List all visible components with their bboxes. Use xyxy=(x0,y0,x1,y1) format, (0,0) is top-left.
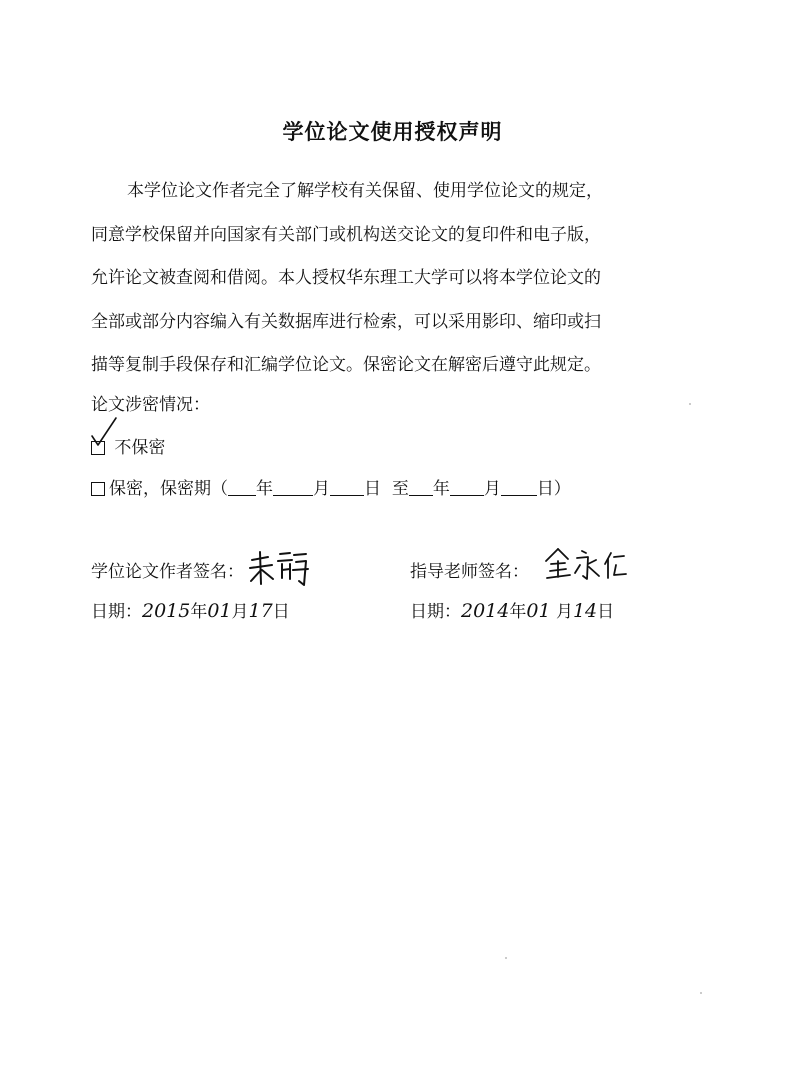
blank-year-start[interactable] xyxy=(228,481,256,496)
author-date-label: 日期： xyxy=(91,602,142,622)
declaration-paragraph xyxy=(91,170,691,388)
blank-month-start[interactable] xyxy=(273,481,313,496)
document-title: 学位论文使用授权声明 xyxy=(282,120,503,144)
day-unit: 日 xyxy=(272,602,290,622)
year-unit: 年 xyxy=(509,602,527,622)
option-secret[interactable] xyxy=(91,474,571,499)
scan-speck xyxy=(689,403,691,405)
month-label: 月 xyxy=(313,479,330,499)
year-unit: 年 xyxy=(190,602,208,622)
month-unit: 月 xyxy=(555,602,573,622)
month-unit: 月 xyxy=(231,602,249,622)
year-label: 年 xyxy=(256,479,273,499)
blank-day-start[interactable] xyxy=(330,481,364,496)
day-label: 日 xyxy=(364,479,381,499)
advisor-date-label: 日期： xyxy=(410,602,461,622)
paragraph-line: 描等复制手段保存和汇编学位论文。保密论文在解密后遵守此规定。 xyxy=(91,355,601,375)
paragraph-line: 本学位论文作者完全了解学校有关保留、使用学位论文的规定， xyxy=(127,181,603,201)
author-handwritten-signature xyxy=(246,548,310,588)
option-secret-label: 保密，保密期（ xyxy=(109,479,228,499)
scan-speck xyxy=(700,992,702,994)
year-label: 年 xyxy=(432,479,450,499)
author-date-month: 01 xyxy=(207,600,232,622)
advisor-date-year: 2014 xyxy=(461,600,510,622)
option-not-secret-label: 不保密 xyxy=(114,438,166,458)
checkmark-icon xyxy=(86,412,126,452)
day-unit: 日 xyxy=(597,602,615,622)
scan-speck xyxy=(505,957,507,959)
blank-year-end[interactable] xyxy=(409,481,433,496)
paragraph-line: 同意学校保留并向国家有关部门或机构送交论文的复印件和电子版， xyxy=(91,224,601,245)
advisor-date-day: 14 xyxy=(572,600,598,622)
day-end-label: 日） xyxy=(536,479,571,499)
advisor-date xyxy=(410,597,614,622)
secrecy-heading: 论文涉密情况： xyxy=(91,395,210,415)
to-label: 至 xyxy=(391,479,409,499)
blank-day-end[interactable] xyxy=(501,481,537,496)
blank-month-end[interactable] xyxy=(450,481,484,496)
advisor-handwritten-signature xyxy=(544,545,630,583)
paragraph-line: 允许论文被查阅和借阅。本人授权华东理工大学可以将本学位论文的 xyxy=(91,268,601,288)
paragraph-line: 全部或部分内容编入有关数据库进行检索，可以采用影印、缩印或扫 xyxy=(91,311,601,332)
author-date-year: 2015 xyxy=(142,600,191,622)
author-date xyxy=(91,597,290,622)
advisor-date-month: 01 xyxy=(526,600,551,622)
checkbox-secret[interactable] xyxy=(91,482,105,496)
author-date-day: 17 xyxy=(248,600,273,622)
month-label: 月 xyxy=(483,479,501,499)
advisor-signature-label: 指导老师签名： xyxy=(410,562,529,582)
author-signature-label: 学位论文作者签名： xyxy=(91,562,244,582)
